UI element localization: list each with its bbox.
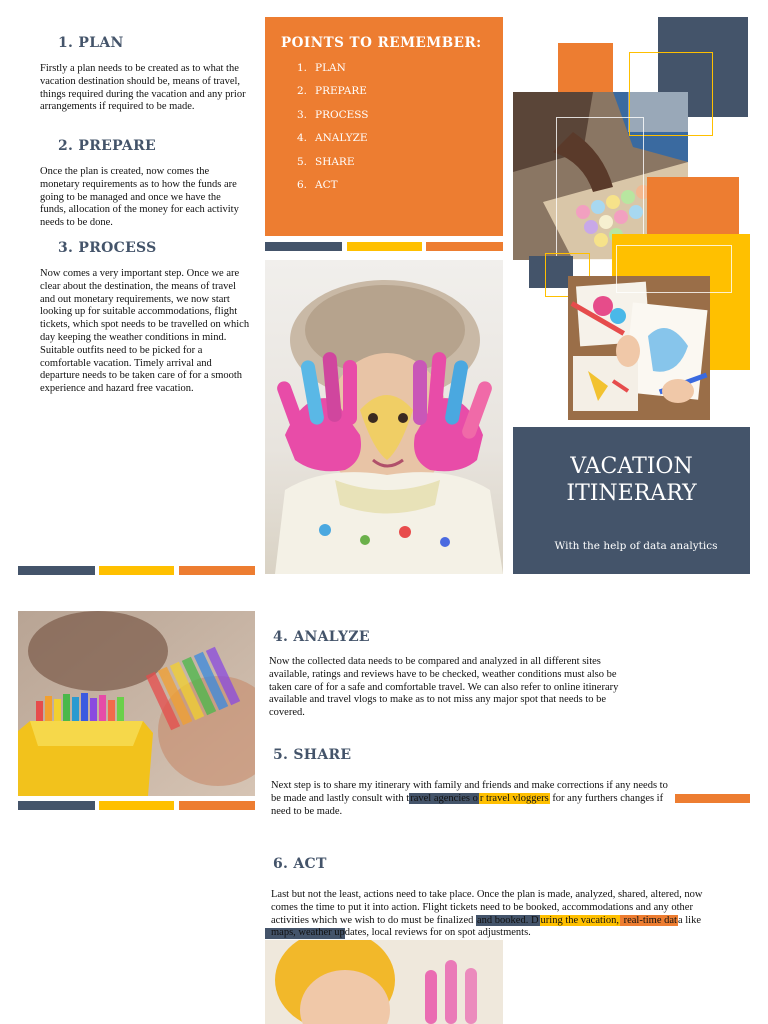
points-item: 2. PREPARE [297,85,367,98]
points-item: 3. PROCESS [297,108,369,121]
points-item: 4. ANALYZE [297,132,368,145]
cover-subtitle: With the help of data analytics [554,540,718,552]
cover-title: VACATION ITINERARY [566,454,697,506]
divider-bar-orange [426,242,503,251]
child-painted-hands-photo [265,260,503,574]
divider-bar-navy [18,801,95,810]
process-text: Now comes a very important step. Once we are clear about the destination, the means of travel and out monetary requirements, we now start looking up for suitable accommodations, flight tickets, which spot needs to be travelled on which day keeping the weather conditions in mind. Suitable outfits need to be picked for a comfortable vacation. Timely arrival and departure needs to be taken care of for a smooth experience and hazard free vacation. [40,268,250,395]
plan-text: Firstly a plan needs to be created as to what the vacation destination should be, means of travel, things required during the vacation and any prior arrangements if required to be made. [40,63,246,113]
divider-bar-navy [18,566,95,575]
highlight-navy: ravel agencies o [410,792,478,804]
prepare-text: Once the plan is created, now comes the monetary requirements as to how the funds are going to be managed and once we have the funds, allocation of the money for each activity needs to be done. [40,166,239,229]
divider-bar-yellow [99,566,174,575]
divider-bar-orange [675,794,750,803]
cover-title-block [513,427,750,574]
prepare-heading: 2. PREPARE [58,138,156,154]
points-item: 5. SHARE [297,155,355,168]
highlight-navy: and booked. D [477,914,539,926]
analyze-text: Now the collected data needs to be compared and analyzed in all different sites available, ratings and reviews have to be checked, weather conditions must also be taken care of for a safe and comfortable travel. We can also refer to online itinerary available and travel vlogs to make as to not miss any major spot that needs to be covered. [269,656,619,719]
divider-bar-yellow [347,242,422,251]
decor-outline-white-small [616,245,732,293]
points-item: 1. PLAN [297,62,346,74]
act-heading: 6. ACT [273,856,327,872]
divider-bar-orange [179,801,255,810]
kids-drawing-photo [568,276,710,420]
analyze-heading: 4. ANALYZE [273,629,370,645]
share-text: Next step is to share my itinerary with family and friends and make corrections if any needs to be made and lastly consult with travel agencies o r travel vloggers for any furthers changes if need to be made. [271,780,668,817]
act-text: Last but not the least, actions need to take place. Once the plan is made, analyzed, shared, altered, now comes the time to put it into action. Flight tickets need to be booked, accommodations and any other activities which we wish to do must be finalized and booked. D uring the vacation, real-time data like maps, weather updates, local reviews for on spot adjustments. [271,889,703,939]
highlight-yellow: r travel vloggers [479,792,549,804]
plan-heading: 1. PLAN [58,35,124,51]
share-heading: 5. SHARE [273,747,352,763]
crayon-box-photo [18,611,255,796]
child-bottom-photo [265,940,503,1024]
process-heading: 3. PROCESS [58,240,157,256]
points-to-remember-box [265,17,503,236]
divider-bar-navy [265,242,342,251]
points-list [297,62,368,202]
divider-bar-orange [179,566,255,575]
highlight-yellow: uring the vacation, [540,914,619,926]
points-title: POINTS TO REMEMBER: [281,35,482,51]
highlight-orange: real-time dat [620,914,677,926]
decor-square-orange-top [558,43,613,93]
divider-bar-yellow [99,801,174,810]
points-item: 6. ACT [297,178,338,191]
